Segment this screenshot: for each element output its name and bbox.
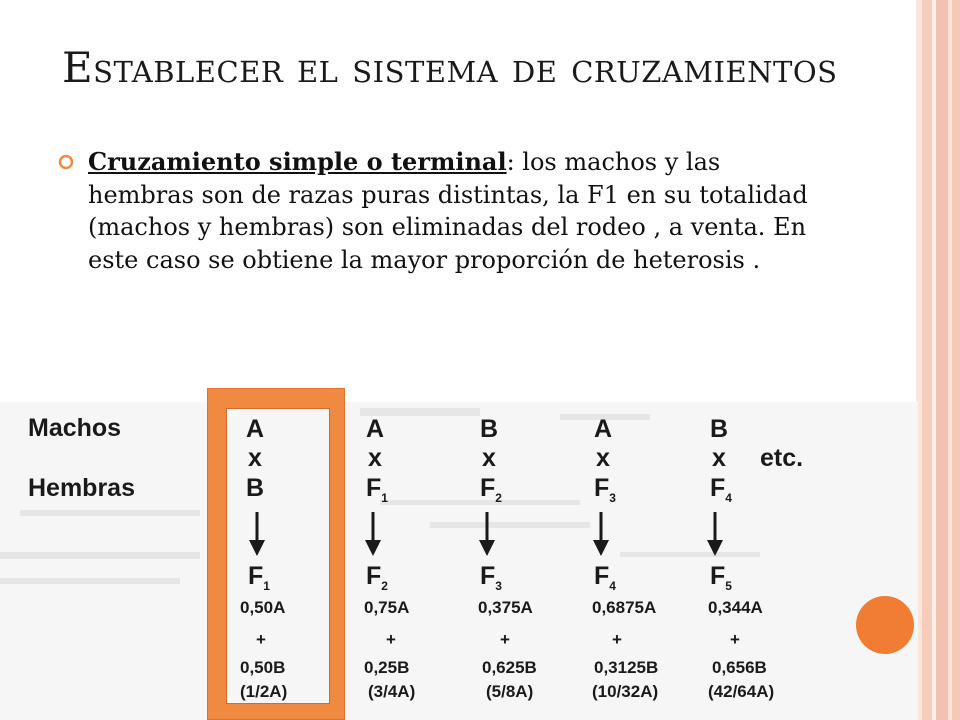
hembra-cell: B <box>246 474 265 502</box>
pct-a-cell: 0,6875A <box>592 598 657 617</box>
plus-symbol: + <box>500 630 510 649</box>
ratio-cell: (5/8A) <box>486 682 534 701</box>
cross-symbol: x <box>596 444 610 472</box>
plus-symbol: + <box>386 630 396 649</box>
pct-a-cell: 0,50A <box>240 598 286 617</box>
ratio-cell: (42/64A) <box>708 682 775 701</box>
decorative-stripes <box>916 0 960 720</box>
ratio-cell: (1/2A) <box>240 682 288 701</box>
result-cell: $F_1$ <box>248 562 270 593</box>
row-label-hembras: Hembras <box>28 474 135 502</box>
ratio-cell: (10/32A) <box>592 682 659 701</box>
cross-symbol: x <box>248 444 262 472</box>
hembra-cell: $F_1$ <box>366 474 388 505</box>
cross-symbol: x <box>482 444 496 472</box>
down-arrow-icon <box>704 512 726 558</box>
cross-symbol: x <box>712 444 726 472</box>
pct-b-cell: 0,3125B <box>594 658 659 677</box>
hembra-cell: $F_4$ <box>710 474 732 505</box>
down-arrow-icon <box>476 512 498 558</box>
pct-b-cell: 0,656B <box>712 658 767 677</box>
cross-symbol: x <box>368 444 382 472</box>
plus-symbol: + <box>730 630 740 649</box>
macho-cell: A <box>594 415 613 443</box>
plus-symbol: + <box>256 630 266 649</box>
result-cell: $F_5$ <box>710 562 732 593</box>
pct-a-cell: 0,344A <box>708 598 763 617</box>
macho-cell: B <box>480 415 499 443</box>
orange-circle-bullet-icon <box>58 146 88 276</box>
pct-b-cell: 0,625B <box>482 658 537 677</box>
bullet-term: Cruzamiento simple o terminal <box>88 147 507 176</box>
result-cell: $F_3$ <box>480 562 502 593</box>
down-arrow-icon <box>362 512 384 558</box>
down-arrow-icon <box>246 512 268 558</box>
hembra-cell: $F_3$ <box>594 474 616 505</box>
macho-cell: A <box>246 415 265 443</box>
pct-b-cell: 0,50B <box>240 658 286 677</box>
hembra-cell: $F_2$ <box>480 474 502 505</box>
orange-dot-icon <box>856 596 914 654</box>
slide-title: Establecer el sistema de cruzamientos <box>62 43 838 92</box>
plus-symbol: + <box>612 630 622 649</box>
pct-b-cell: 0,25B <box>364 658 410 677</box>
pct-a-cell: 0,375A <box>478 598 533 617</box>
down-arrow-icon <box>590 512 612 558</box>
bullet-item <box>58 146 818 276</box>
macho-cell: A <box>366 415 385 443</box>
result-cell: $F_4$ <box>594 562 616 593</box>
bullet-paragraph <box>88 146 818 276</box>
row-label-machos: Machos <box>28 414 122 442</box>
result-cell: $F_2$ <box>366 562 388 593</box>
etc-label: etc. <box>760 444 804 472</box>
pct-a-cell: 0,75A <box>364 598 410 617</box>
ratio-cell: (3/4A) <box>368 682 416 701</box>
macho-cell: B <box>710 415 729 443</box>
bullet-description: : los machos y las hembras son de razas puras distintas, la F1 en su totalidad (machos y hembras) son eliminadas del rodeo , a venta. En este caso se obtiene la mayor proporción de heterosis . <box>88 148 808 274</box>
